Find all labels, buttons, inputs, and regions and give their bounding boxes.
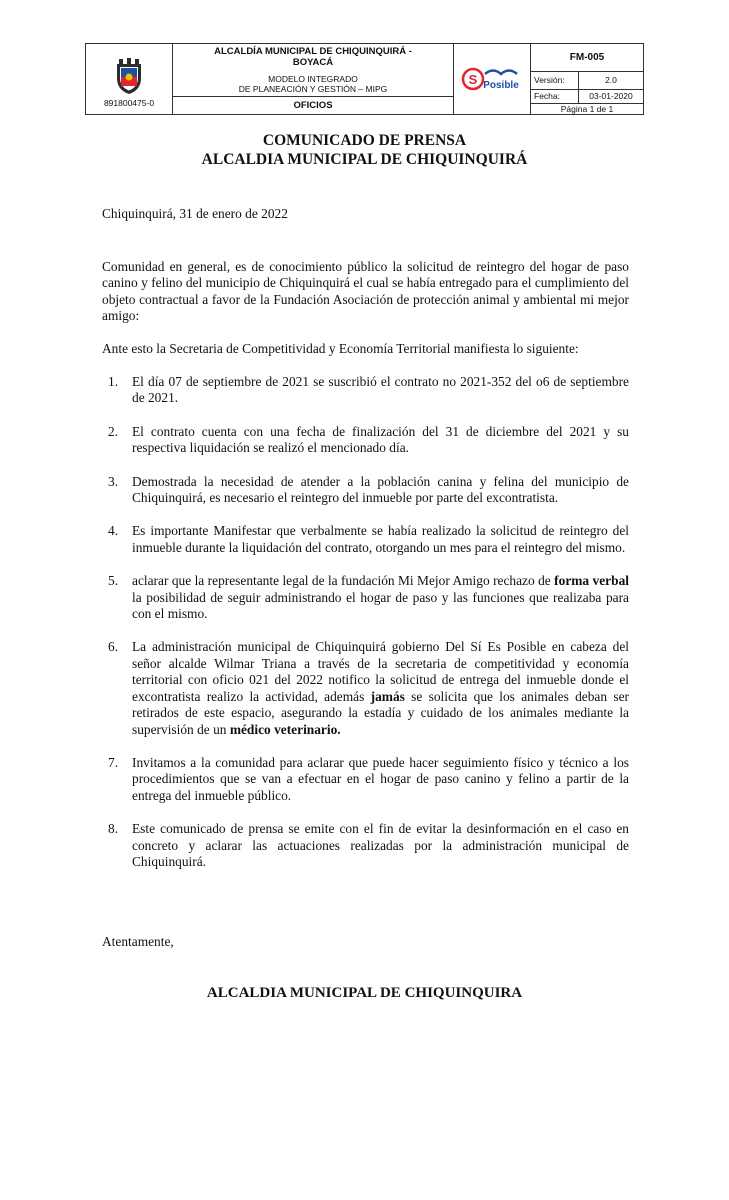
list-item-text: Este comunicado de prensa se emite con el fin de evitar la desinformación en el caso en concreto y aclarar las actuaciones realizadas por la administración municipal de Chiquinquirá. <box>132 821 629 869</box>
list-item-emphasis: jamás <box>370 688 405 704</box>
signature-entity: ALCALDIA MUNICIPAL DE CHIQUINQUIRA <box>206 985 523 1001</box>
list-item-text: La administración municipal de Chiquinquirá gobierno Del Sí Es Posible en cabeza del señor alcalde Wilmar Triana a través de la secretaria de competitividad y economía territorial con oficio 021 del 2022 notifico la solicitud de entrega del inmueble donde el excontratista realizo la actividad, además <box>132 639 629 704</box>
press-release-subtitle: ALCALDIA MUNICIPAL DE CHIQUINQUIRÁ <box>201 151 528 168</box>
page-number: Página 1 de 1 <box>560 104 614 114</box>
lead-paragraph: Ante esto la Secretaria de Competitividad y Economía Territorial manifiesta lo siguiente: <box>102 341 579 356</box>
si-es-posible-logo-icon <box>461 64 523 94</box>
statement-list <box>102 374 629 887</box>
list-item-number: 6. <box>108 639 119 655</box>
document-type: OFICIOS <box>173 96 453 114</box>
list-item-number: 2. <box>108 423 119 439</box>
list-item-number: 7. <box>108 754 119 770</box>
version-row <box>531 72 643 90</box>
list-item <box>102 523 629 556</box>
list-item <box>102 374 629 407</box>
list-item-text: El día 07 de septiembre de 2021 se suscribió el contrato no 2021-352 del o6 de septiembre de 2021. <box>132 374 629 406</box>
place-date: Chiquinquirá, 31 de enero de 2022 <box>102 206 288 221</box>
list-item-text: Es importante Manifestar que verbalmente se había realizado la solicitud de reintegro del inmueble durante la liquidación del contrato, otorgando un mes para el reintegro del mismo. <box>132 523 629 555</box>
model-line-2: DE PLANEACIÓN Y GESTIÓN – MIPG <box>238 84 388 94</box>
entity-name <box>173 44 453 74</box>
list-item-number: 5. <box>108 573 119 589</box>
list-item <box>102 474 629 507</box>
version-value: 2.0 <box>605 75 617 85</box>
management-model <box>173 74 453 96</box>
list-item-text: El contrato cuenta con una fecha de finalización del 31 de diciembre del 2021 y su respectiva liquidación se realizó el mencionado día. <box>132 423 629 456</box>
list-item-emphasis: médico veterinario. <box>229 721 341 737</box>
svg-text:S: S <box>468 72 478 87</box>
header-brand-cell <box>454 44 531 114</box>
list-item-text: aclarar que la representante legal de la fundación Mi Mejor Amigo rechazo de <box>132 573 555 589</box>
date-label: Fecha: <box>531 90 579 103</box>
nit-number: 891800475-0 <box>103 98 155 108</box>
list-item-number: 3. <box>108 473 119 489</box>
date-row <box>531 90 643 104</box>
list-item-number: 1. <box>108 374 119 389</box>
list-item <box>102 755 629 804</box>
press-release-title: COMUNICADO DE PRENSA <box>262 132 467 149</box>
list-item-text: Demostrada la necesidad de atender a la población canina y felina del municipio de Chiquinquirá, es necesario el reintegro del inmueble por parte del excontratista. <box>132 473 629 506</box>
entity-line-2: BOYACÁ <box>292 57 334 68</box>
version-label: Versión: <box>531 72 579 89</box>
list-item-text: la posibilidad de seguir administrando el hogar de paso y las funciones que realizaba para con el mismo. <box>132 589 629 622</box>
entity-line-1: ALCALDÍA MUNICIPAL DE CHIQUINQUIRÁ - <box>214 46 412 57</box>
list-item <box>102 424 629 457</box>
intro-paragraph: Comunidad en general, es de conocimiento público la solicitud de reintegro del hogar de paso canino y felino del municipio de Chiquinquirá el cual se había entregado para el cumplimiento del objeto contractual a favor de la Fundación Asociación de protección animal y ambiental mi mejor amigo: <box>102 259 629 324</box>
list-item <box>102 639 629 737</box>
document-header <box>85 43 644 115</box>
list-item-number: 4. <box>108 523 119 539</box>
list-item-text: Invitamos a la comunidad para aclarar que puede hacer seguimiento físico y técnico a los procedimientos que se van a efectuar en el hogar de paso canino y felino a partir de la entrega del inmueble público. <box>132 754 629 803</box>
header-meta-cell <box>531 44 643 114</box>
municipal-crest-icon <box>111 58 147 96</box>
list-item-emphasis: forma verbal <box>554 573 629 589</box>
header-entity-cell <box>173 44 454 114</box>
list-item-text: se solicita que los animales deban ser retirados de este espacio, asegurando la estadía y cuidado de los animales mediante la supervisión de un <box>132 688 629 737</box>
brand-posible-text: Posible <box>483 80 519 91</box>
list-item-number: 8. <box>108 821 119 837</box>
list-item <box>102 573 629 622</box>
date-value: 03-01-2020 <box>589 91 633 101</box>
sign-off: Atentamente, <box>102 934 174 949</box>
list-item <box>102 821 629 870</box>
header-logo-cell <box>86 44 173 114</box>
form-code: FM-005 <box>531 44 643 72</box>
model-line-1: MODELO INTEGRADO <box>268 74 358 84</box>
